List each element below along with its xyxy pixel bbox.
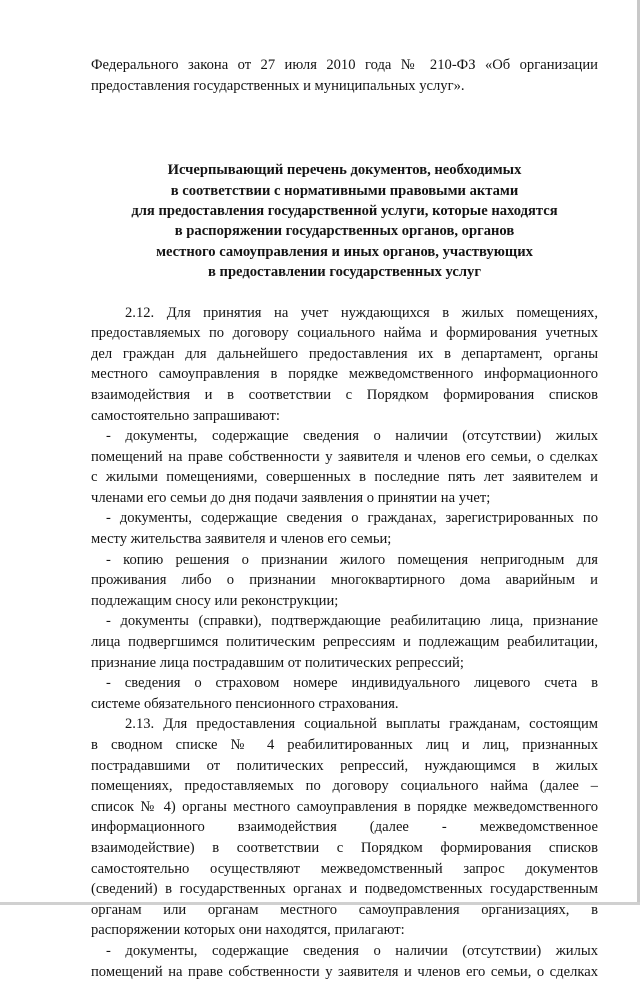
paragraph-line: предоставляемых по договору социального найма и формирования учетных (91, 325, 598, 342)
paragraph-line: пострадавшими от политических репрессий, нуждающимся в жилых (91, 757, 598, 774)
list-item-line: с жилыми помещениями, совершенных в последние пять лет заявителем и (91, 469, 598, 486)
list-item-line: - документы (справки), подтверждающие реабилитацию лица, признание (106, 613, 598, 630)
list-item-line: членами его семьи до дня подачи заявления о принятии на учет; (91, 489, 491, 506)
list-item-line: системе обязательного пенсионного страхования. (91, 695, 399, 712)
list-item-line: - документы, содержащие сведения о наличии (отсутствии) жилых (106, 428, 598, 445)
paragraph-line: взаимодействия и в соответствии с Порядком формирования списков (91, 386, 598, 403)
list-item-line: помещений на праве собственности у заявителя и членов его семьи, о сделках (91, 448, 598, 465)
intro-line: Федерального закона от 27 июля 2010 года № 210-ФЗ «Об организации (91, 57, 598, 73)
paragraph-line: 2.12. Для принятия на учет нуждающихся в жилых помещениях, (125, 304, 598, 321)
paragraph-line: список № 4) органы местного самоуправления в порядке межведомственного (91, 798, 598, 815)
paragraph-line: информационного взаимодействия (далее - межведомственное (91, 819, 598, 836)
paragraph-line: самостоятельно осуществляют межведомственный запрос документов (91, 860, 598, 877)
list-item-line: подлежащим сносу или реконструкции; (91, 592, 339, 609)
intro-paragraph (91, 55, 598, 96)
heading-line: в предоставлении государственных услуг (208, 264, 481, 281)
paragraph-line: помещениях, предоставляемых по договору социального найма (далее – (91, 778, 598, 795)
paragraph-line: самостоятельно запрашивают: (91, 407, 280, 424)
document-content (91, 55, 598, 982)
list-item-line: помещений на праве собственности у заявителя и членов его семьи, о сделках (91, 963, 598, 980)
section-heading (91, 160, 598, 282)
list-item-line: лица подвергшимся политическим репрессиям и подлежащим реабилитации, (91, 634, 598, 651)
paragraph-line: в сводном списке № 4 реабилитированных лиц и лиц, признанных (91, 737, 598, 753)
paragraph-line: (сведений) в государственных органах и подведомственных государственным (91, 881, 598, 898)
paragraph-line: взаимодействие) в соответствии с Порядком формирования списков (91, 839, 598, 856)
heading-line: Исчерпывающий перечень документов, необходимых (167, 162, 522, 179)
heading-line: для предоставления государственной услуги, которые находятся (131, 202, 558, 219)
paragraph-line: органам или органам местного самоуправления организациях, в (91, 901, 598, 918)
list-item-line: проживания либо о признании многоквартирного дома аварийным и (91, 572, 598, 589)
list-item-line: - копию решения о признании жилого помещения непригодным для (106, 551, 598, 568)
body-text (91, 303, 598, 982)
paragraph-line: 2.13. Для предоставления социальной выплаты гражданам, состоящим (125, 716, 598, 733)
list-item-line: признание лица пострадавшим от политических репрессий; (91, 654, 464, 671)
paragraph-line: распоряжении которых они находятся, прилагают: (91, 922, 405, 939)
paragraph-line: дел граждан для дальнейшего предоставления их в департамент, органы (91, 345, 598, 362)
heading-line: местного самоуправления и иных органов, участвующих (156, 243, 533, 260)
heading-line: в распоряжении государственных органов, органов (174, 223, 515, 240)
list-item-line: - документы, содержащие сведения о наличии (отсутствии) жилых (106, 942, 598, 959)
paragraph-line: местного самоуправления в порядке межведомственного информационного (91, 366, 598, 383)
intro-line: предоставления государственных и муниципальных услуг». (91, 77, 465, 94)
list-item-line: - сведения о страховом номере индивидуального лицевого счета в (106, 675, 598, 692)
list-item-line: месту жительства заявителя и членов его семьи; (91, 531, 392, 548)
list-item-line: - документы, содержащие сведения о гражданах, зарегистрированных по (106, 510, 598, 527)
heading-line: в соответствии с нормативными правовыми актами (170, 182, 519, 199)
